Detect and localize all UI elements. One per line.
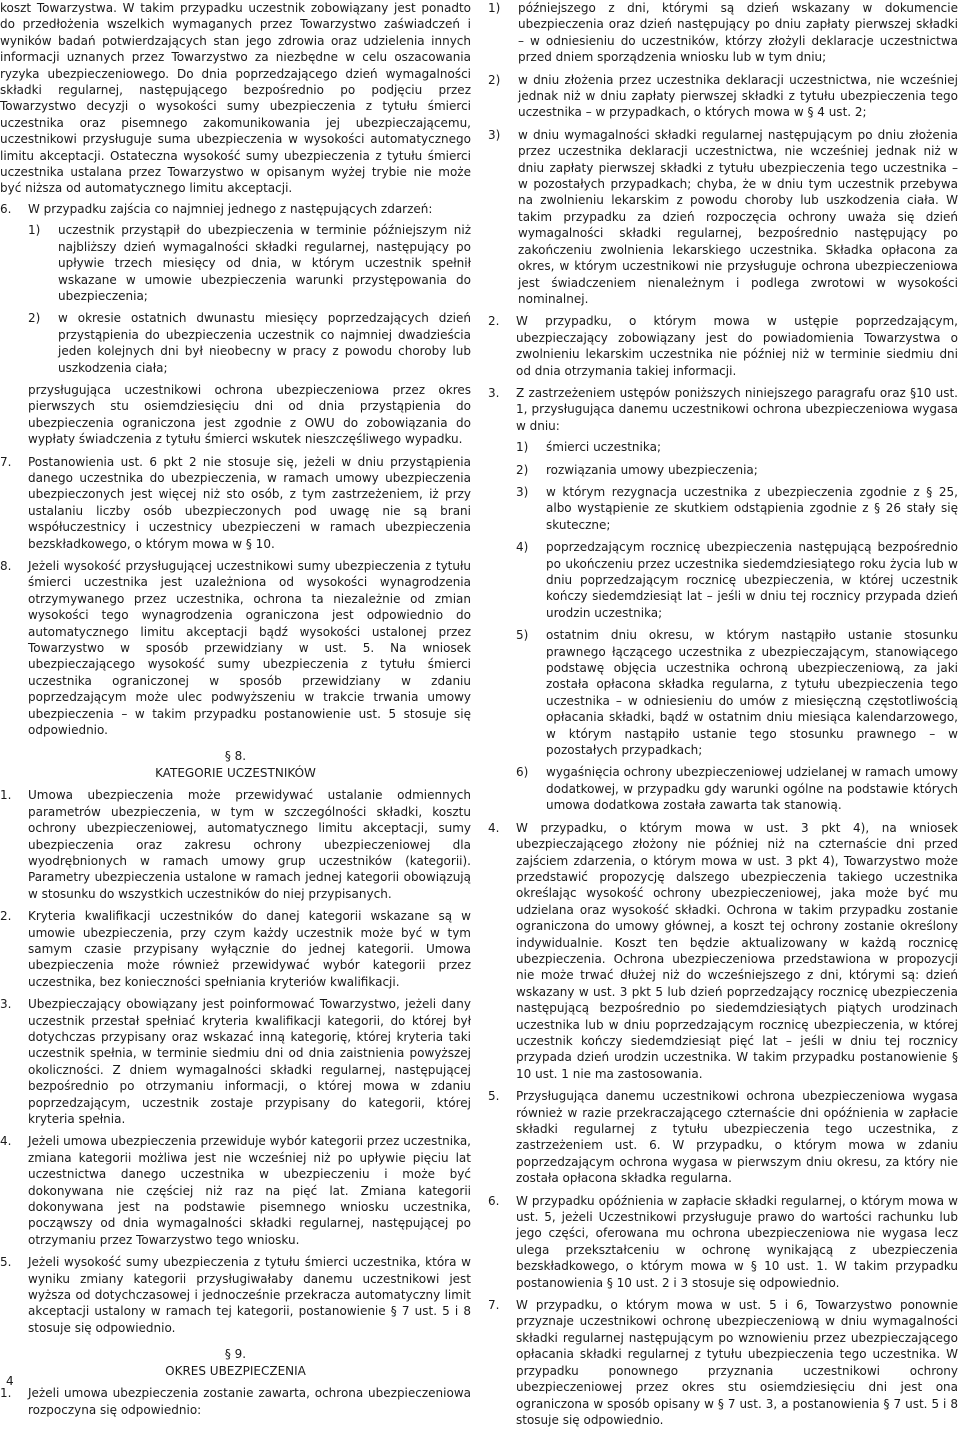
clause: [0, 1133, 471, 1248]
left-column: [0, 0, 471, 1424]
clause-text: Przysługująca danemu uczestnikowi ochrona ubezpieczeniowa wygasa również w razie przekraczającego czternaście dni opóźnienia w zapłacie składki regularnej z tytułu ubezpieczenia tego uczestnika, z zastrzeżeniem ust. 6. W przypadku, o którym mowa w zdaniu poprzedzającym ochrona wygasa w pierwszym dniu okresu, za który nie została opłacona składka regularna.: [516, 1089, 958, 1186]
clause-text: Jeżeli umowa ubezpieczenia zostanie zawarta, ochrona ubezpieczeniowa rozpoczyna się odpowiednio:: [28, 1386, 471, 1417]
clause-text: W przypadku opóźnienia w zapłacie składki regularnej, o którym mowa w ust. 5, jeżeli Uczestnikowi przysługuje prawo do wartości rachunku lub jego części, oferowana mu ochrona ubezpieczeniowa nie wygasa lecz ulega przekształceniu w ochronę wynikającą z ubezpieczenia bezskładkowego, o którym mowa w § 10 ust. 1. W takim przypadku postanowienia § 10 ust. 2 i 3 stosuje się odpowiednio.: [516, 1193, 958, 1290]
clause-number: 2.: [488, 314, 500, 329]
list-item: [488, 72, 958, 121]
clause: [488, 313, 958, 379]
clause-number: 6.: [0, 201, 12, 216]
list-item-text: rozwiązania umowy ubezpieczenia;: [546, 462, 758, 477]
clause-number: 7.: [0, 454, 12, 469]
clause-number: 3.: [488, 385, 500, 400]
clause: [488, 820, 958, 1083]
clause: [0, 908, 471, 990]
clause: [488, 1088, 958, 1186]
list-item-number: 4): [516, 540, 529, 555]
list-item-number: 5): [516, 628, 529, 643]
clause-text: W przypadku, o którym mowa w ustępie poprzedzającym, ubezpieczający zobowiązany jest do powiadomienia Towarzystwa o zwolnieniu lekarskim uczestnika nie później niż w terminie siedmiu dni od dnia otrzymania takiej informacji.: [516, 314, 958, 378]
list-item-text: ostatnim dniu okresu, w którym nastąpiło ustanie stosunku prawnego łączącego uczestnika z ubezpieczającym, stanowiącego podstawę objęcia uczestnika ochroną ubezpieczeniową, za jaki została opłacona składka regularna, z tytułu ubezpieczenia tego uczestnika – w odniesieniu do umów z miesięczną częstotliwością opłacania składki, bądź w ostatnim dniu miesiąca kalendarzowego, w którym nastąpiło ustanie tego stosunku prawnego – w pozostałych przypadkach;: [546, 628, 958, 758]
list-item: [516, 764, 958, 813]
page-number: 4: [6, 1374, 14, 1388]
clause-number: 4.: [0, 1134, 12, 1149]
list-item-number: 3): [516, 484, 529, 499]
clause: [0, 996, 471, 1127]
list-item-text: w dniu złożenia przez uczestnika deklaracji uczestnictwa, nie wcześniej jednak niż w dniu zapłaty pierwszej składki z tytułu ubezpieczenia tego uczestnika – w przypadkach, o których mowa w § 4 ust. 2;: [518, 72, 958, 120]
list-item-text: śmierci uczestnika;: [546, 440, 661, 455]
continuation-paragraph: koszt Towarzystwa. W takim przypadku uczestnik zobowiązany jest ponadto do przedłożenia wszelkich wymaganych przez Towarzystwo zaświadczeń i wyników badań potwierdzających stan jego zdrowia oraz udzielenia innych informacji uznanych przez Towarzystwo za niezbędne w celu oszacowania ryzyka ubezpieczeniowego. Do dnia poprzedzającego dzień wymagalności składki regularnej, następującego bezpośrednio po podjęciu przez Towarzystwo decyzji o wysokości sumy ubezpieczenia z tytułu śmierci uczestnika oraz pisemnego zakomunikowania jej ubezpieczającemu, uczestnikowi przysługuje suma ubezpieczenia w wysokości automatycznego limitu akceptacji. Ostateczna wysokość sumy ubezpieczenia z tytułu śmierci uczestnika ustalana przez Towarzystwo w opisanym wyżej trybie nie może być niższa od automatycznego limitu akceptacji.: [0, 1, 471, 196]
section-heading-9: [0, 1346, 471, 1379]
list-item-number: 1): [488, 1, 501, 15]
list-item-text: w okresie ostatnich dwunastu miesięcy poprzedzających dzień przystąpienia do ubezpieczenia uczestnik co najmniej dwadzieścia jeden kolejnych dni był nieobecny w pracy z powodu choroby lub uszkodzenia ciała;: [58, 311, 471, 375]
list-item-number: 2): [28, 311, 41, 326]
sub-list: [28, 222, 471, 376]
list-item-number: 1): [28, 223, 41, 238]
clause-number: 6.: [488, 1193, 500, 1208]
clause: [0, 1254, 471, 1336]
clause-intro: W przypadku zajścia co najmniej jednego z następujących zdarzeń:: [28, 201, 433, 216]
section-title: KATEGORIE UCZESTNIKÓW: [155, 765, 316, 780]
clause-text: Postanowienia ust. 6 pkt 2 nie stosuje się, jeżeli w dniu przystąpienia danego uczestnika do ubezpieczenia, w ramach umowy ubezpieczenia ubezpieczonych jest więcej niż sto osób, z tym zastrzeżeniem, iż przy ustalaniu liczby osób ubezpieczonych pod uwagę nie są brani współuczestnicy i uczestnicy ubezpieczeni w ramach ubezpieczenia bezskładkowego, o którym mowa w § 10.: [28, 454, 471, 551]
list-item: [28, 222, 471, 304]
clause-number: 3.: [0, 997, 12, 1012]
clause-7: [0, 454, 471, 552]
section-heading-8: [0, 748, 471, 781]
section-number: § 8.: [224, 749, 247, 764]
clause-6: [0, 201, 471, 448]
section-number: § 9.: [224, 1347, 247, 1362]
clause-number: 4.: [488, 820, 500, 835]
list-item-text: poprzedzającym rocznicę ubezpieczenia następującą bezpośrednio po ukończeniu przez uczestnika siedemdziesiątego roku życia lub w dniu poprzedzającym rocznicę ubezpieczenia, w której uczestnik kończy siedemdziesiąt lat – jeśli w dniu tej rocznicy przypada dzień urodzin uczestnika;: [546, 540, 958, 620]
clause-8: [0, 558, 471, 738]
clause-number: 2.: [0, 909, 12, 924]
clause-number: 8.: [0, 559, 12, 573]
clause-text: Ubezpieczający obowiązany jest poinformować Towarzystwo, jeżeli dany uczestnik przestał spełniać kryteria kwalifikacji kategorii, do której był dotychczas przypisany oraz wskazać inną kategorię, której kryteria taki uczestnik spełnia, w terminie siedmiu dni od dnia zaistnienia powyższej okoliczności. Z dniem wymagalności składki regularnej, następującej bezpośrednio po otrzymaniu informacji, o której mowa w zdaniu poprzedzającym, uczestnik zostaje przypisany do kategorii, której kryteria spełnia.: [28, 997, 471, 1126]
clause-text: W przypadku, o którym mowa w ust. 3 pkt 4), na wniosek ubezpieczającego złożony nie później niż na czternaście dni przed zajściem zdarzenia, o którym mowa w ust. 3 pkt 4), Towarzystwo może przedstawić propozycję dalszego ubezpieczenia takiego uczestnika określając wysokość ochrony ubezpieczeniowej, jaka może być mu udzielana oraz wysokość składki. Ochrona w takim przypadku zostanie ograniczona do umowy głównej, a koszt tej ochrony zostanie określony indywidualnie. Koszt ten będzie aktualizowany w każdą rocznicę ubezpieczenia. Ochrona ubezpieczeniowa przedstawiona w propozycji nie może trwać dłużej niż do wcześniejszego z dni, którymi są: dzień wskazany w ust. 3 pkt 5 lub dzień poprzedzający rocznicę ubezpieczenia następującą bezpośrednio po siedemdziesiątych piątych urodzinach uczestnika lub w dniu poprzedzającym rocznicę ubezpieczenia, w której uczestnik kończy siedemdziesiąt pięć lat – jeśli w dniu tej rocznicy przypada dzień urodzin uczestnika. W takim przypadku postanowienie § 10 ust. 1 nie ma zastosowania.: [516, 820, 958, 1081]
list-item: [516, 462, 958, 478]
clause: [488, 1193, 958, 1291]
list-item: [28, 310, 471, 376]
clause: [488, 1297, 958, 1428]
list-item-text: w którym rezygnacja uczestnika z ubezpieczenia zgodnie z § 25, albo wystąpienie ze skutkiem odstąpienia zgodnie z § 26 stały się skuteczne;: [546, 484, 958, 532]
clause-number: 5.: [0, 1255, 12, 1270]
right-column: [488, 0, 958, 1434]
list-item: [516, 539, 958, 621]
list-item: [488, 127, 958, 307]
clause-number: 7.: [488, 1298, 500, 1313]
list-item-text: uczestnik przystąpił do ubezpieczenia w terminie późniejszym niż najbliższy dzień wymagalności składki regularnej, następujący po upływie trzech miesięcy od dnia, w którym uczestnik spełnił wskazane w umowie ubezpieczenia warunki przystępowania do ubezpieczenia;: [58, 223, 471, 303]
list-item: [516, 484, 958, 533]
list-item: [488, 0, 958, 66]
section-title: OKRES UBEZPIECZENIA: [165, 1363, 306, 1378]
clause-number: 5.: [488, 1089, 500, 1104]
list-item: [516, 627, 958, 758]
clause: [0, 1385, 471, 1418]
clause-number: 1.: [0, 1386, 12, 1401]
list-item-text: wygaśnięcia ochrony ubezpieczeniowej udzielanej w ramach umowy dodatkowej, w przypadku gdy warunki ogólne na podstawie których umowa dodatkowa została zawarta tak stanowią.: [546, 765, 958, 813]
clause-text: Jeżeli umowa ubezpieczenia przewiduje wybór kategorii przez uczestnika, zmiana kategorii możliwa jest nie wcześniej niż po upływie pięciu lat uczestnictwa danego uczestnika w ubezpieczeniu i może być dokonywana nie częściej niż raz na pięć lat. Zmiana kategorii dokonywana jest na podstawie pisemnego wniosku uczestnika, począwszy od dnia wymagalności składki regularnej, następującej po otrzymaniu przez Towarzystwo tego wniosku.: [28, 1134, 471, 1247]
clause-text: Jeżeli wysokość sumy ubezpieczenia z tytułu śmierci uczestnika, która w wyniku zmiany kategorii przysługiwałaby danemu uczestnikowi jest wyższa od dotychczasowej i jednocześnie przekracza automatyczny limit akceptacji ustalony w ramach tej kategorii, postanowienie § 7 ust. 5 i 8 stosuje się odpowiednio.: [28, 1255, 471, 1335]
clause: [0, 787, 471, 902]
list-item-number: 2): [516, 462, 529, 477]
clause-number: 1.: [0, 788, 12, 803]
list-item: [516, 439, 958, 455]
clause-text: Umowa ubezpieczenia może przewidywać ustalanie odmiennych parametrów ubezpieczenia, w tym w szczególności składki, kosztu ochrony ubezpieczeniowej, automatycznego limitu akceptacji, sumy ubezpieczenia oraz zakresu ochrony ubezpieczeniowej dla wyodrębnionych w ramach umowy grup uczestników (kategorii). Parametry ubezpieczenia ustalone w ramach jednej kategorii obowiązują w stosunku do wszystkich uczestników do niej przypisanych.: [28, 788, 471, 901]
list-item-text: w dniu wymagalności składki regularnej następującym po dniu złożenia przez uczestnika deklaracji uczestnictwa, nie wcześniej jednak niż w dniu zapłaty pierwszej składki z tytułu ubezpieczenia tego uczestnika – w pozostałych przypadkach; chyba, że w dniu tym uczestnik przebywa na zwolnieniu lekarskim z powodu choroby lub uszkodzenia ciała. W takim przypadku za dzień rozpoczęcia ochrony uważa się dzień wymagalności składki regularnej, bezpośrednio następujący po zakończeniu zwolnienia lekarskiego uczestnika. Składka opłacona za okres, w którym uczestnikowi nie przysługuje ochrona ubezpieczeniowa jest świadczeniem nienależnym i podlega zwrotowi w wysokości nominalnej.: [518, 127, 958, 306]
clause: [488, 385, 958, 814]
list-item-number: 3): [488, 127, 501, 142]
list-item-number: 6): [516, 765, 529, 780]
clause-intro: Z zastrzeżeniem ustępów poniższych niniejszego paragrafu oraz §10 ust. 1, przysługująca danemu uczestnikowi ochrona ubezpieczeniowa wygasa w dniu:: [516, 385, 958, 433]
list-item-number: 1): [516, 440, 529, 455]
clause-text: Kryteria kwalifikacji uczestników do danej kategorii wskazane są w umowie ubezpieczenia, przy czym każdy uczestnik może być w tym samym czasie przypisany wyłącznie do jednej kategorii. Umowa ubezpieczenia może również przewidywać wybór kategorii przez uczestnika, bez konieczności spełniania kryteriów kwalifikacji.: [28, 909, 471, 989]
clause-text: Jeżeli wysokość przysługującej uczestnikowi sumy ubezpieczenia z tytułu śmierci uczestnika jest uzależniona od wysokości wynagrodzenia otrzymywanego przez uczestnika, ochrona ta niezależnie od zmian wysokości tego wynagrodzenia ograniczona jest odpowiednio do automatycznego limitu akceptacji bądź wysokości ustalonej przez Towarzystwo w sposób przewidziany w ust. 5. Na wniosek ubezpieczającego wysokość sumy ubezpieczenia z tytułu śmierci uczestnika ograniczonej w sposób przewidziany w zdaniu poprzedzającym może ulec podwyższeniu w trakcie trwania umowy ubezpieczenia – w takim przypadku postanowienie ust. 5 stosuje się odpowiednio.: [28, 559, 471, 738]
clause-outro: przysługująca uczestnikowi ochrona ubezpieczeniowa przez okres pierwszych stu osiemdziesięciu dni od dnia przystąpienia do ubezpieczenia ograniczona jest zgodnie z OWU do zobowiązania do wypłaty świadczenia z tytułu śmierci wskutek nieszczęśliwego wypadku.: [28, 382, 471, 447]
list-item-text: późniejszego z dni, którymi są dzień wskazany w dokumencie ubezpieczenia oraz dzień następujący po dniu zapłaty pierwszej składki – w odniesieniu do uczestników, którzy złożyli deklaracje uczestnictwa przed dniem sporządzenia wniosku lub w tym dniu;: [518, 1, 958, 65]
sub-list: [516, 439, 958, 814]
clause-text: W przypadku, o którym mowa w ust. 5 i 6, Towarzystwo ponownie przyznaje uczestnikowi ochronę ubezpieczeniową w dniu wymagalności składki regularnej następującym po wznowieniu przez ubezpieczającego opłacania składki regularnej z tytułu ubezpieczenia tego uczestnika. W przypadku ponownego przyznania uczestnikowi ochrony ubezpieczeniowej przez okres stu osiemdziesięciu dni jest ona ograniczona w sposób opisany w § 7 ust. 3, a postanowienia § 7 ust. 5 i 8 stosuje się odpowiednio.: [516, 1298, 958, 1427]
list-item-number: 2): [488, 72, 501, 87]
